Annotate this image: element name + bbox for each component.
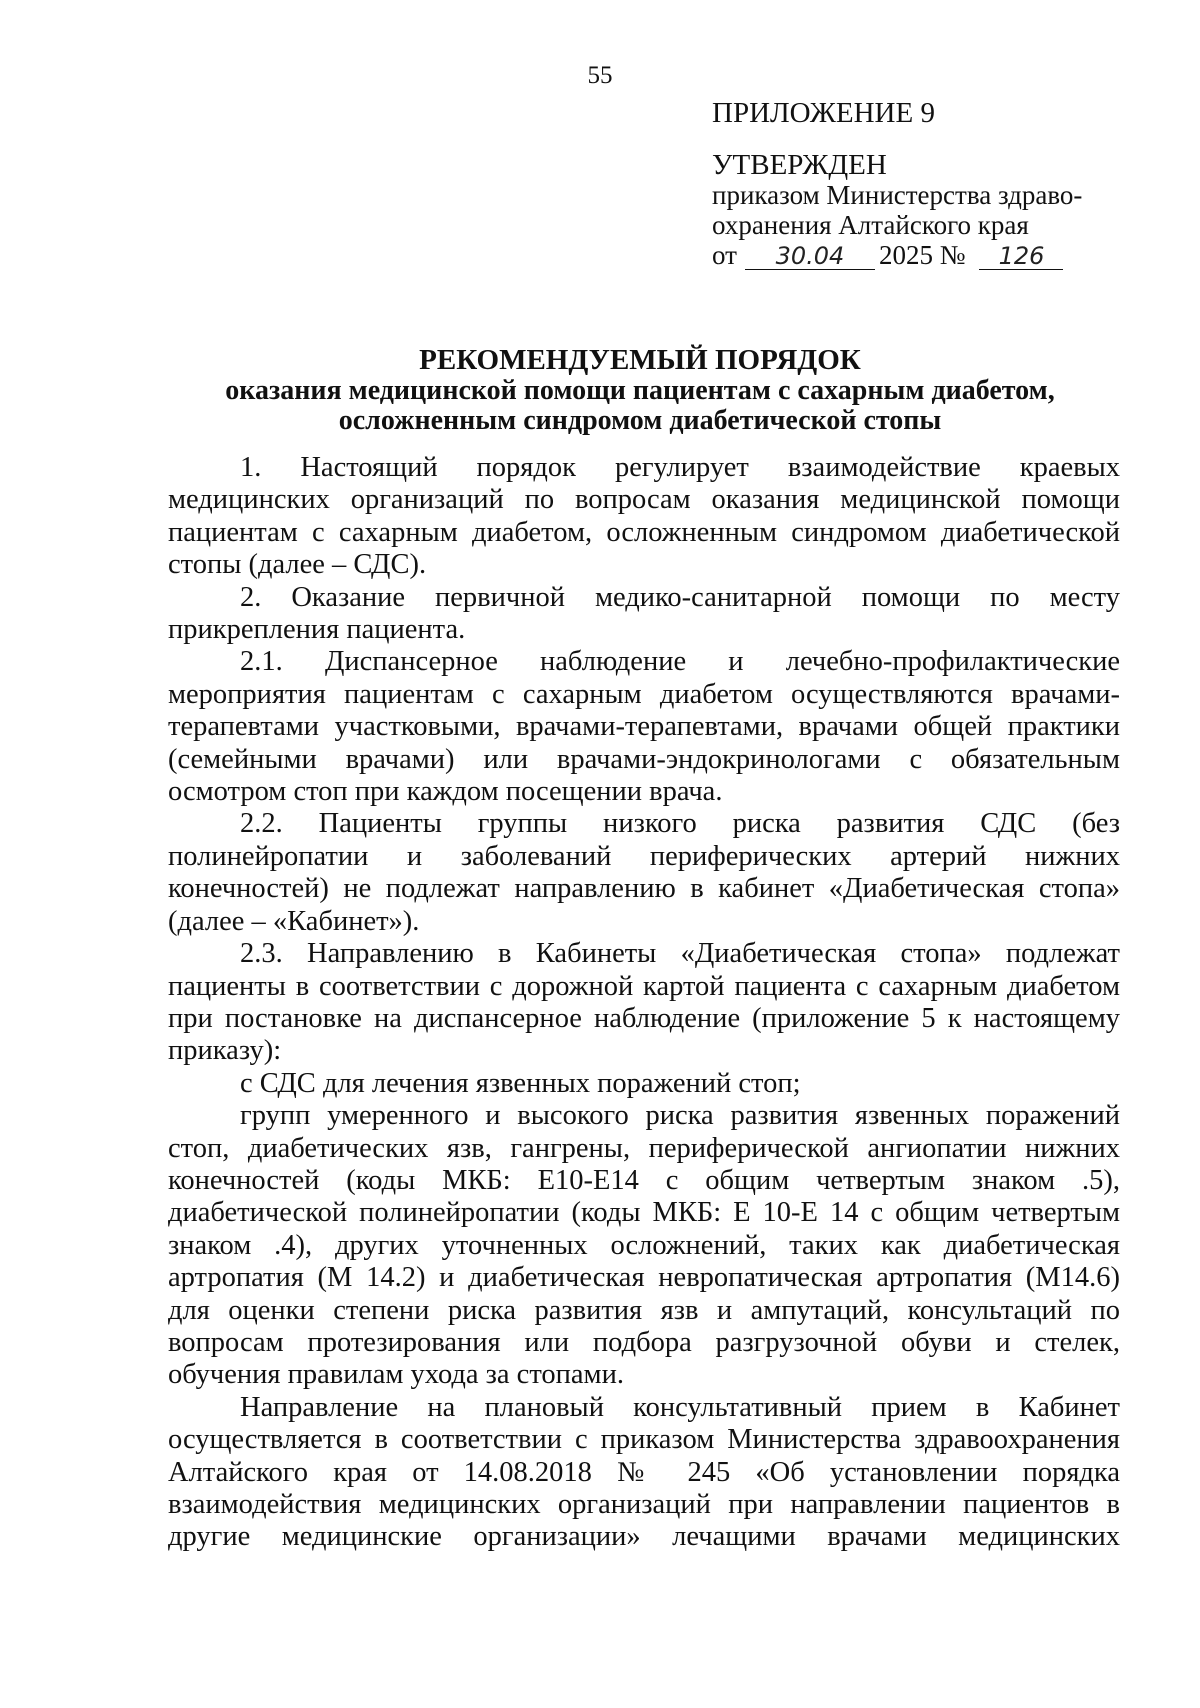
approval-date-line: [712, 240, 1132, 270]
document-title: РЕКОМЕНДУЕМЫЙ ПОРЯДОК: [419, 344, 861, 376]
paragraph-2-1: 2.1. Диспансерное наблюдение и лечебно-профилактические мероприятия пациентам с сахарным диабетом осуществляются врачами-терапевтами участковыми, врачами-терапевтами, врачами общей практики (семейными врачами) или врачами-эндокринологами с обязательным осмотром стоп при каждом посещении врача.: [168, 646, 1120, 808]
appendix-label: ПРИЛОЖЕНИЕ 9: [712, 97, 935, 129]
list-item-risk-groups: групп умеренного и высокого риска развития язвенных поражений стоп, диабетических язв, гангрены, периферической ангиопатии нижних конечностей (коды МКБ: Е10-Е14 с общим четвертым знаком .5), диабетической полинейропатии (коды МКБ: Е 10-Е 14 с общим четвертым знаком .4), других уточненных осложнений, таких как диабетическая артропатия (М 14.2) и диабетическая невропатическая артропатия (М14.6) для оценки степени риска развития язв и ампутаций, консультаций по вопросам протезирования или подбора разгрузочной обуви и стелек, обучения правилам ухода за стопами.: [168, 1100, 1120, 1391]
from-label: от: [712, 240, 737, 270]
paragraph-2: 2. Оказание первичной медико-санитарной помощи по месту прикрепления пациента.: [168, 581, 1120, 646]
paragraph-referral: Направление на плановый консультативный прием в Кабинет осуществляется в соответствии с приказом Министерства здравоохранения Алтайского края от 14.08.2018 № 245 «Об установлении порядка взаимодействия медицинских организаций при направлении пациентов в другие медицинские организации» лечащими врачами медицинских: [168, 1391, 1120, 1553]
paragraph-1: 1. Настоящий порядок регулирует взаимодействие краевых медицинских организаций по вопросам оказания медицинской помощи пациентам с сахарным диабетом, осложненным синдромом диабетической стопы (далее – СДС).: [168, 452, 1120, 581]
list-item-sds: с СДС для лечения язвенных поражений стоп;: [240, 1067, 801, 1099]
document-subtitle-line2: осложненным синдромом диабетической стопы: [338, 405, 942, 436]
approved-label: УТВЕРЖДЕН: [712, 149, 887, 181]
page-number: 55: [587, 62, 613, 89]
approval-order-line1: приказом Министерства здраво-: [712, 180, 1083, 210]
paragraph-2-2: 2.2. Пациенты группы низкого риска развития СДС (без полинейропатии и заболеваний периферических артерий нижних конечностей) не подлежат направлению в кабинет «Диабетическая стопа» (далее – «Кабинет»).: [168, 808, 1120, 937]
paragraph-2-3: 2.3. Направлению в Кабинеты «Диабетическая стопа» подлежат пациенты в соответствии с дорожной картой пациента с сахарным диабетом при постановке на диспансерное наблюдение (приложение 5 к настоящему приказу):: [168, 938, 1120, 1067]
document-subtitle-line1: оказания медицинской помощи пациентам с сахарным диабетом,: [225, 375, 1055, 406]
document-title-block: [160, 344, 1120, 436]
handwritten-order-number: 126: [979, 243, 1063, 270]
approval-block: [712, 98, 1132, 270]
year-number-label: 2025 №: [878, 240, 966, 270]
handwritten-date: 30.04: [745, 243, 875, 270]
document-body: [168, 452, 1120, 1554]
approval-order-line2: охранения Алтайского края: [712, 210, 1029, 240]
